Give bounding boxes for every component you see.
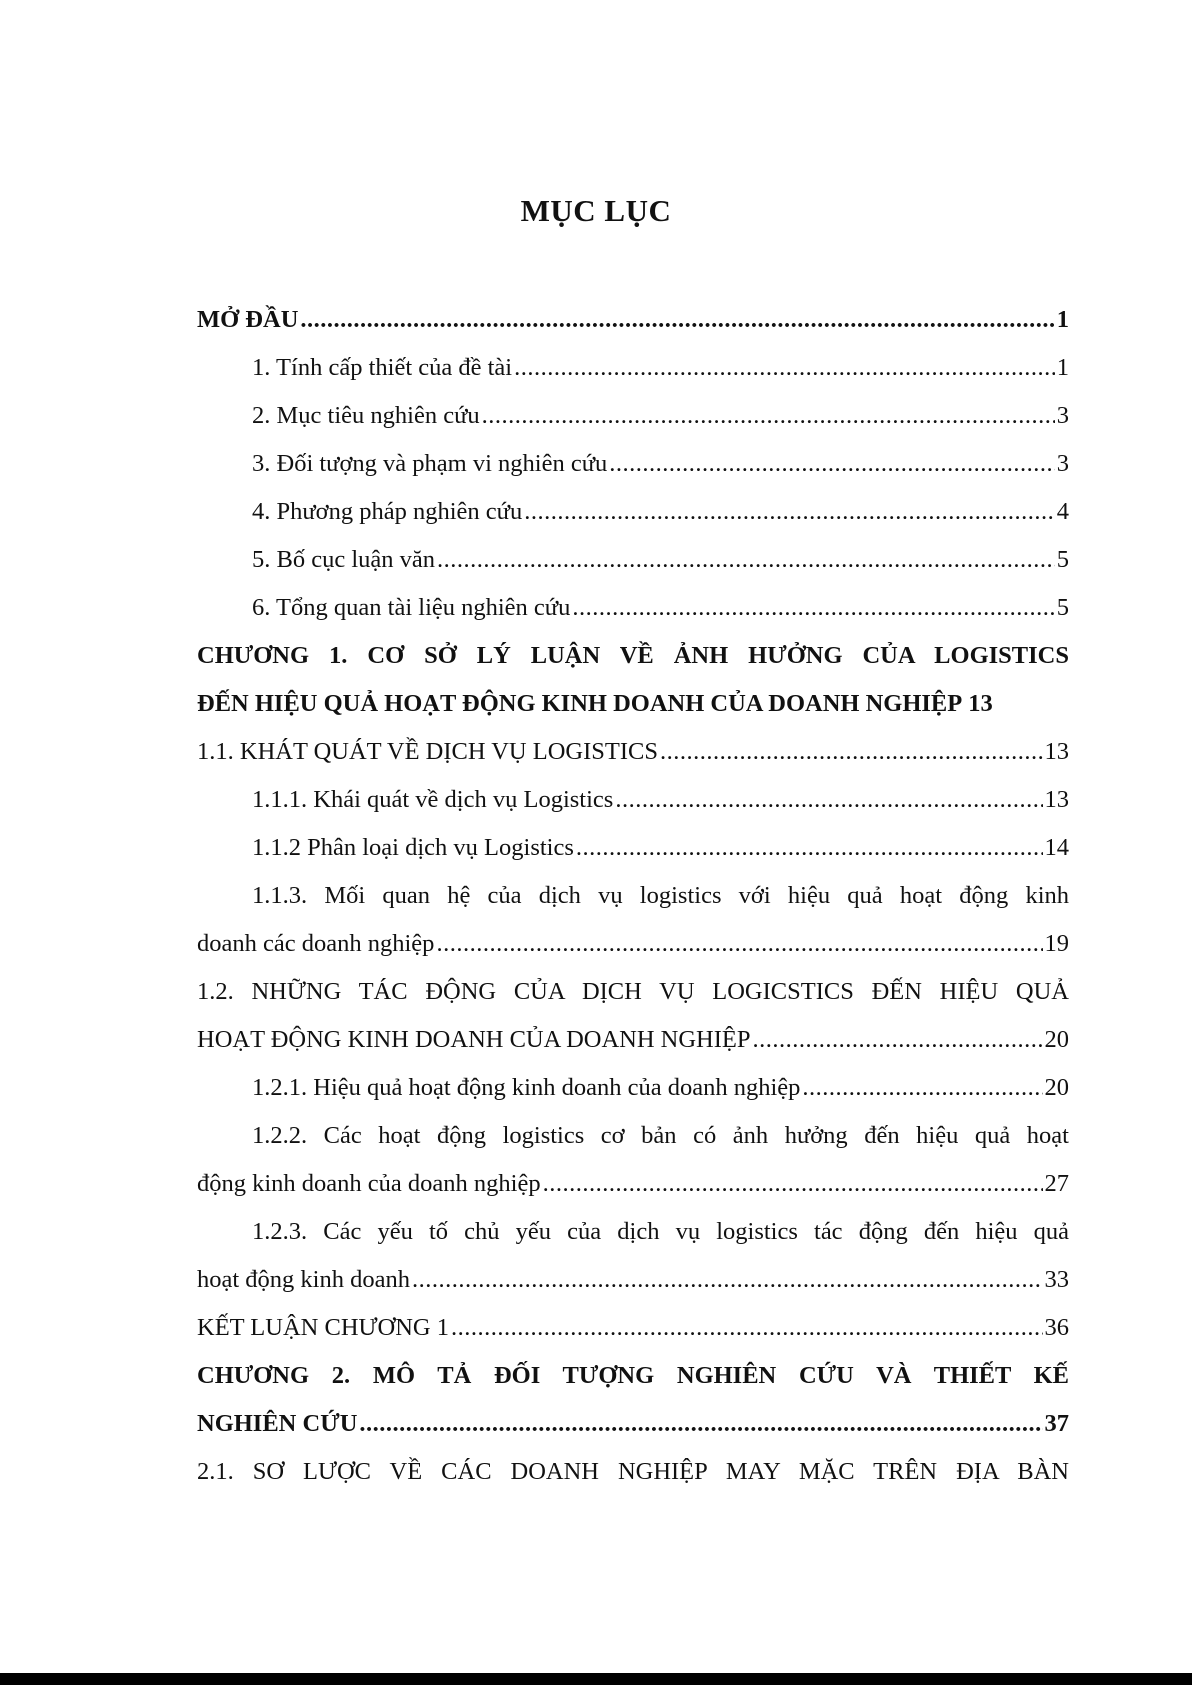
toc-entry-title-line1: CHƯƠNG 2. MÔ TẢ ĐỐI TƯỢNG NGHIÊN CỨU VÀ THIẾT KẾ xyxy=(197,1362,1069,1389)
dot-leader xyxy=(572,584,1054,632)
toc-entry-title-line2-row xyxy=(197,1160,1069,1208)
toc-entry-title-line1: 1.2. NHỮNG TÁC ĐỘNG CỦA DỊCH VỤ LOGICSTICS ĐẾN HIỆU QUẢ xyxy=(197,978,1069,1005)
toc-entry-2[interactable] xyxy=(197,392,1069,440)
toc-page-number: 13 xyxy=(1044,786,1069,813)
toc-entry-title: 1.1.2 Phân loại dịch vụ Logistics xyxy=(252,834,574,861)
toc-entry-title-line2-row xyxy=(197,680,1069,728)
toc-entry-title-line2-row xyxy=(197,1400,1069,1448)
toc-entry-title-line1: 1.1.3. Mối quan hệ của dịch vụ logistics với hiệu quả hoạt động kinh xyxy=(252,882,1069,909)
toc-page-number: 19 xyxy=(1044,930,1069,957)
toc-entry-title: 1.1. KHÁT QUÁT VỀ DỊCH VỤ LOGISTICS xyxy=(197,738,658,765)
toc-entry-title-line2-row xyxy=(197,1256,1069,1304)
dot-leader xyxy=(436,920,1042,968)
dot-leader xyxy=(300,296,1054,344)
toc-page-number: 3 xyxy=(1056,450,1069,477)
toc-entry-ket-luan-chuong-1[interactable] xyxy=(197,1304,1069,1352)
toc-entry-title-line2: hoạt động kinh doanh xyxy=(197,1266,410,1293)
dot-leader xyxy=(412,1256,1043,1304)
toc-entry-title-line2: HOẠT ĐỘNG KINH DOANH CỦA DOANH NGHIỆP xyxy=(197,1026,751,1053)
toc-page-number: 3 xyxy=(1056,402,1069,429)
toc-entry-title-line2-row xyxy=(197,1016,1069,1064)
toc-entry-1-1-2[interactable] xyxy=(197,824,1069,872)
toc-entry-title: 2. Mục tiêu nghiên cứu xyxy=(252,402,480,429)
dot-leader xyxy=(802,1064,1042,1112)
toc-entry-4[interactable] xyxy=(197,488,1069,536)
toc-entry-title-line2: ĐẾN HIỆU QUẢ HOẠT ĐỘNG KINH DOANH CỦA DOANH NGHIỆP xyxy=(197,690,963,717)
toc-page-number: 20 xyxy=(1044,1074,1069,1101)
dot-leader xyxy=(660,728,1043,776)
toc-entry-title: MỞ ĐẦU xyxy=(197,306,299,333)
toc-entry-title: 1.1.1. Khái quát về dịch vụ Logistics xyxy=(252,786,614,813)
toc-entry-title-line2: động kinh doanh của doanh nghiệp xyxy=(197,1170,541,1197)
toc-entry-1-2[interactable] xyxy=(197,968,1069,1064)
toc-page-number: 27 xyxy=(1044,1170,1069,1197)
toc-entry-title: 1.2.1. Hiệu quả hoạt động kinh doanh của doanh nghiệp xyxy=(252,1074,801,1101)
toc-entry-1-1-1[interactable] xyxy=(197,776,1069,824)
toc-entry-title-line1: CHƯƠNG 1. CƠ SỞ LÝ LUẬN VỀ ẢNH HƯỞNG CỦA LOGISTICS xyxy=(197,642,1069,669)
toc-page-number: 14 xyxy=(1044,834,1069,861)
toc-entry-title-line1: 1.2.3. Các yếu tố chủ yếu của dịch vụ logistics tác động đến hiệu quả xyxy=(252,1218,1069,1245)
dot-leader xyxy=(576,824,1043,872)
dot-leader xyxy=(437,536,1055,584)
toc-page-number: 1 xyxy=(1056,306,1069,333)
toc-entry-5[interactable] xyxy=(197,536,1069,584)
toc-page-number: 37 xyxy=(1044,1410,1069,1437)
toc-page-number: 33 xyxy=(1044,1266,1069,1293)
dot-leader xyxy=(359,1400,1042,1448)
toc-page-number: 20 xyxy=(1044,1026,1069,1053)
dot-leader xyxy=(753,1016,1043,1064)
dot-leader xyxy=(482,392,1055,440)
page-title: MỤC LỤC xyxy=(520,193,672,228)
table-of-contents xyxy=(197,296,1069,1496)
toc-entry-chuong-1[interactable] xyxy=(197,632,1069,728)
toc-entry-title: KẾT LUẬN CHƯƠNG 1 xyxy=(197,1314,449,1341)
toc-entry-1-2-1[interactable] xyxy=(197,1064,1069,1112)
dot-leader xyxy=(451,1304,1043,1352)
toc-entry-title: 6. Tổng quan tài liệu nghiên cứu xyxy=(252,594,571,621)
toc-entry-1-1[interactable] xyxy=(197,728,1069,776)
toc-entry-1-1-3[interactable] xyxy=(197,872,1069,968)
toc-page-number: 1 xyxy=(1056,354,1069,381)
toc-entry-chuong-2[interactable] xyxy=(197,1352,1069,1448)
toc-entry-title: 4. Phương pháp nghiên cứu xyxy=(252,498,523,525)
bottom-edge-bar xyxy=(0,1673,1192,1685)
toc-page-number: 13 xyxy=(1044,738,1069,765)
dot-leader xyxy=(609,440,1055,488)
toc-page-number: 13 xyxy=(968,690,993,717)
toc-entry-title: 1. Tính cấp thiết của đề tài xyxy=(252,354,513,381)
toc-entry-title: 5. Bố cục luận văn xyxy=(252,546,436,573)
toc-entry-title-line1: 1.2.2. Các hoạt động logistics cơ bản có ảnh hưởng đến hiệu quả hoạt xyxy=(252,1122,1069,1149)
toc-entry-2-1[interactable] xyxy=(197,1448,1069,1496)
toc-entry-title-line1: 2.1. SƠ LƯỢC VỀ CÁC DOANH NGHIỆP MAY MẶC TRÊN ĐỊA BÀN xyxy=(197,1458,1069,1485)
toc-page-number: 5 xyxy=(1056,594,1069,621)
toc-page-number: 5 xyxy=(1056,546,1069,573)
toc-entry-1[interactable] xyxy=(197,344,1069,392)
toc-entry-1-2-2[interactable] xyxy=(197,1112,1069,1208)
toc-entry-title: 3. Đối tượng và phạm vi nghiên cứu xyxy=(252,450,608,477)
dot-leader xyxy=(615,776,1042,824)
toc-entry-title-line2-row xyxy=(197,920,1069,968)
dot-leader xyxy=(514,344,1055,392)
toc-entry-1-2-3[interactable] xyxy=(197,1208,1069,1304)
dot-leader xyxy=(524,488,1055,536)
toc-page-number: 36 xyxy=(1044,1314,1069,1341)
toc-entry-title-line2: doanh các doanh nghiệp xyxy=(197,930,435,957)
dot-leader xyxy=(543,1160,1043,1208)
toc-entry-3[interactable] xyxy=(197,440,1069,488)
toc-page-number: 4 xyxy=(1056,498,1069,525)
toc-entry-6[interactable] xyxy=(197,584,1069,632)
toc-entry-title-line2: NGHIÊN CỨU xyxy=(197,1410,358,1437)
toc-entry-mo-dau[interactable] xyxy=(197,296,1069,344)
